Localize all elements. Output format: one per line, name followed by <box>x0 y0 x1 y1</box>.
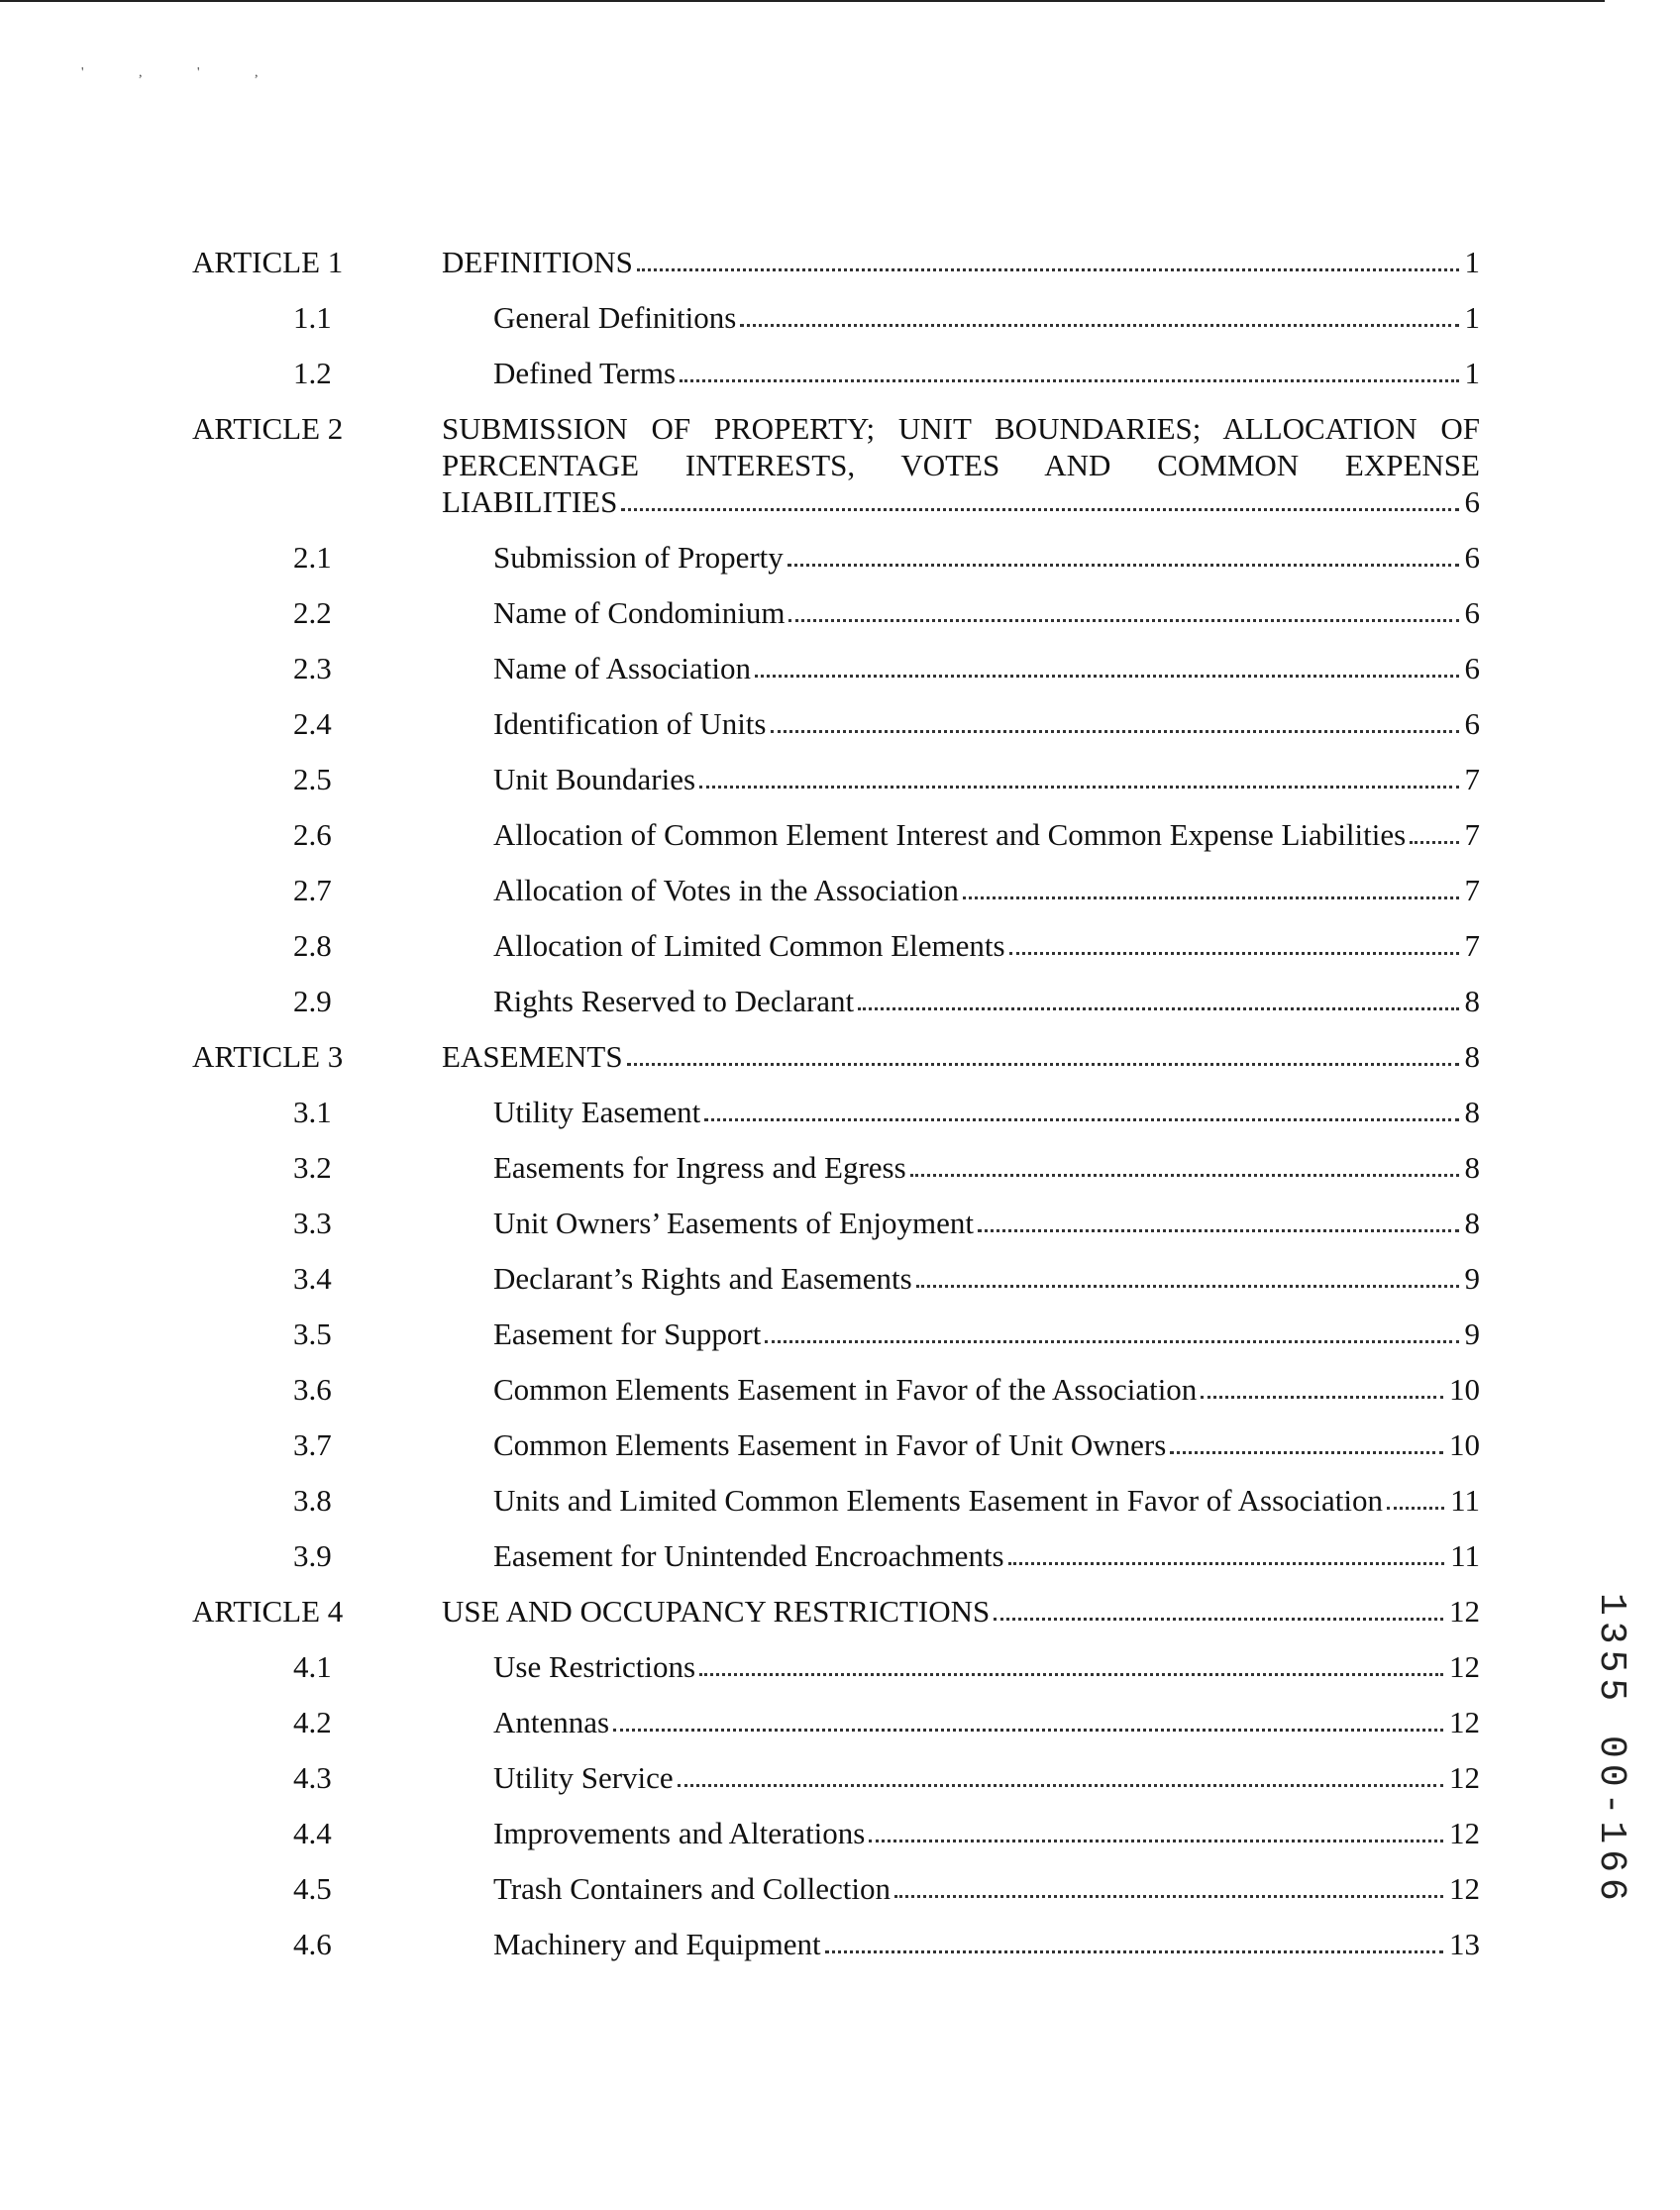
toc-section-3-2 <box>192 1149 1480 1186</box>
toc-entry-number: 2.8 <box>293 928 332 963</box>
toc-entry-title: Rights Reserved to Declarant <box>493 984 855 1018</box>
toc-entry-page: 13 <box>1449 1927 1480 1961</box>
toc-entry-title: Unit Owners’ Easements of Enjoyment <box>493 1206 974 1240</box>
toc-entry-title: Unit Boundaries <box>493 762 696 796</box>
toc-entry-number: 4.6 <box>293 1927 332 1961</box>
toc-entry-title: Use Restrictions <box>493 1649 696 1684</box>
toc-entry-title: Easement for Unintended Encroachments <box>493 1538 1004 1573</box>
dot-leader <box>894 1894 1443 1898</box>
toc-entry-title: Common Elements Easement in Favor of the Association <box>493 1372 1198 1407</box>
toc-entry-number: 3.6 <box>293 1372 332 1407</box>
toc-section-4-6 <box>192 1926 1480 1962</box>
toc-entry-page: 12 <box>1449 1760 1480 1795</box>
dot-leader <box>740 323 1458 327</box>
dot-leader <box>1008 1561 1445 1565</box>
toc-entry-number: 3.2 <box>293 1150 332 1185</box>
toc-section-3-3 <box>192 1205 1480 1241</box>
toc-entry-title: Utility Service <box>493 1760 674 1795</box>
toc-entry-title: EASEMENTS <box>442 1039 623 1074</box>
toc-section-2-3 <box>192 650 1480 686</box>
toc-entry-page: 9 <box>1464 1316 1480 1351</box>
dot-leader <box>910 1173 1459 1177</box>
toc-section-2-6 <box>192 816 1480 853</box>
toc-entry-number: 3.8 <box>293 1483 332 1518</box>
dot-leader <box>963 895 1459 899</box>
toc-entry-page: 9 <box>1464 1261 1480 1296</box>
dot-leader <box>1387 1506 1444 1510</box>
toc-entry-title: Easements for Ingress and Egress <box>493 1150 906 1185</box>
toc-entry-page: 1 <box>1464 356 1480 390</box>
dot-leader <box>755 674 1458 678</box>
toc-entry-page: 1 <box>1464 300 1480 335</box>
toc-entry-number: ARTICLE 4 <box>192 1594 344 1629</box>
toc-entry-page: 8 <box>1464 1039 1480 1074</box>
dot-leader <box>699 785 1458 789</box>
toc-entry-page: 6 <box>1464 484 1480 519</box>
toc-entry-page: 7 <box>1464 817 1480 852</box>
dot-leader <box>621 507 1458 511</box>
dot-leader <box>771 729 1459 733</box>
dot-leader <box>994 1617 1443 1621</box>
toc-entry-number: 1.2 <box>293 356 332 390</box>
toc-article-1 <box>192 244 1480 280</box>
toc-entry-page: 6 <box>1464 540 1480 575</box>
toc-entry-title-line-1: SUBMISSION OF PROPERTY; UNIT BOUNDARIES; ALLOCATION OF <box>442 411 1480 446</box>
toc-entry-page: 10 <box>1449 1427 1480 1462</box>
toc-entry-number: ARTICLE 3 <box>192 1039 344 1074</box>
toc-entry-number: 2.7 <box>293 873 332 907</box>
toc-entry-number: 3.4 <box>293 1261 332 1296</box>
dot-leader <box>613 1728 1443 1732</box>
toc-entry-title: Identification of Units <box>493 706 767 741</box>
toc-entry-title: Antennas <box>493 1705 610 1739</box>
toc-entry-page: 8 <box>1464 984 1480 1018</box>
toc-section-3-9 <box>192 1537 1480 1574</box>
toc-section-4-4 <box>192 1815 1480 1851</box>
toc-section-4-1 <box>192 1648 1480 1685</box>
toc-section-1-1 <box>192 299 1480 336</box>
toc-entry-number: 4.1 <box>293 1649 332 1684</box>
toc-entry-page: 12 <box>1449 1649 1480 1684</box>
toc-entry-number: 3.1 <box>293 1095 332 1129</box>
toc-entry-number: 4.3 <box>293 1760 332 1795</box>
toc-section-2-2 <box>192 594 1480 631</box>
toc-entry-number: 2.9 <box>293 984 332 1018</box>
toc-entry-title: USE AND OCCUPANCY RESTRICTIONS <box>442 1594 991 1629</box>
dot-leader <box>765 1339 1458 1343</box>
toc-section-2-1 <box>192 539 1480 576</box>
dot-leader <box>869 1839 1443 1842</box>
toc-entry-number: ARTICLE 1 <box>192 245 344 279</box>
toc-section-2-7 <box>192 872 1480 908</box>
toc-entry-title: Machinery and Equipment <box>493 1927 821 1961</box>
toc-entry-title: General Definitions <box>493 300 737 335</box>
toc-entry-title: Allocation of Limited Common Elements <box>493 928 1005 963</box>
toc-entry-number: 4.2 <box>293 1705 332 1739</box>
dot-leader <box>978 1228 1459 1232</box>
toc-entry-title: Allocation of Common Element Interest and Common Expense Liabilities <box>493 817 1407 852</box>
dot-leader <box>825 1949 1443 1953</box>
toc-section-4-3 <box>192 1759 1480 1796</box>
toc-entry-number: 4.5 <box>293 1871 332 1906</box>
toc-section-4-2 <box>192 1704 1480 1740</box>
toc-entry-title: Units and Limited Common Elements Easement in Favor of Association <box>493 1483 1384 1518</box>
toc-entry-page: 6 <box>1464 706 1480 741</box>
toc-entry-page: 12 <box>1449 1871 1480 1906</box>
toc-entry-number: 2.1 <box>293 540 332 575</box>
toc-entry-title: Easement for Support <box>493 1316 762 1351</box>
toc-entry-number: 3.7 <box>293 1427 332 1462</box>
toc-entry-number: 2.3 <box>293 651 332 685</box>
toc-section-4-5 <box>192 1870 1480 1907</box>
toc-entry-number: 4.4 <box>293 1816 332 1850</box>
toc-entry-page: 11 <box>1450 1538 1480 1573</box>
toc-entry-title: Utility Easement <box>493 1095 701 1129</box>
toc-entry-page: 6 <box>1464 595 1480 630</box>
toc-entry-title-line-3: LIABILITIES <box>442 484 618 519</box>
toc-article-4 <box>192 1593 1480 1630</box>
toc-entry-number: 1.1 <box>293 300 332 335</box>
toc-entry-page: 8 <box>1464 1150 1480 1185</box>
toc-entry-page: 7 <box>1464 873 1480 907</box>
dot-leader <box>788 618 1458 622</box>
toc-entry-title: Name of Association <box>493 651 752 685</box>
toc-article-2 <box>192 410 1480 520</box>
table-of-contents <box>192 244 1480 1962</box>
toc-entry-page: 6 <box>1464 651 1480 685</box>
toc-entry-title: Common Elements Easement in Favor of Unit Owners <box>493 1427 1167 1462</box>
toc-entry-number: 3.5 <box>293 1316 332 1351</box>
dot-leader <box>678 1783 1443 1787</box>
toc-entry-title: Improvements and Alterations <box>493 1816 866 1850</box>
toc-entry-page: 8 <box>1464 1206 1480 1240</box>
toc-section-3-6 <box>192 1371 1480 1408</box>
dot-leader <box>858 1006 1458 1010</box>
toc-entry-number: 3.3 <box>293 1206 332 1240</box>
dot-leader <box>1410 840 1458 844</box>
side-document-stamp: 1355 00-166 <box>1590 1593 1632 1907</box>
toc-entry-page: 1 <box>1464 245 1480 279</box>
dot-leader <box>680 378 1458 382</box>
toc-entry-title: Submission of Property <box>493 540 784 575</box>
toc-entry-page: 7 <box>1464 762 1480 796</box>
dot-leader <box>916 1284 1459 1288</box>
toc-entry-page: 12 <box>1449 1816 1480 1850</box>
dot-leader <box>1201 1395 1443 1399</box>
toc-article-3 <box>192 1038 1480 1075</box>
toc-entry-title-line-2: PERCENTAGE INTERESTS, VOTES AND COMMON EXPENSE <box>442 448 1480 482</box>
toc-entry-page: 8 <box>1464 1095 1480 1129</box>
dot-leader <box>627 1062 1459 1066</box>
toc-entry-number: 2.6 <box>293 817 332 852</box>
toc-entry-title: Defined Terms <box>493 356 677 390</box>
dot-leader <box>1170 1450 1443 1454</box>
toc-entry-page: 10 <box>1449 1372 1480 1407</box>
toc-entry-title: Declarant’s Rights and Easements <box>493 1261 912 1296</box>
toc-entry-title: Name of Condominium <box>493 595 786 630</box>
toc-section-1-2 <box>192 355 1480 391</box>
scan-specks: ' , ' , <box>81 65 284 80</box>
toc-entry-number: 2.2 <box>293 595 332 630</box>
toc-entry-title: Allocation of Votes in the Association <box>493 873 959 907</box>
toc-entry-page: 7 <box>1464 928 1480 963</box>
toc-section-3-1 <box>192 1094 1480 1130</box>
toc-section-2-8 <box>192 927 1480 964</box>
dot-leader <box>637 267 1459 271</box>
toc-entry-title: DEFINITIONS <box>442 245 633 279</box>
toc-section-2-5 <box>192 761 1480 797</box>
dot-leader <box>788 563 1459 567</box>
toc-section-2-4 <box>192 705 1480 742</box>
toc-entry-number: 3.9 <box>293 1538 332 1573</box>
toc-entry-number: ARTICLE 2 <box>192 411 344 446</box>
toc-section-3-5 <box>192 1315 1480 1352</box>
toc-entry-title: Trash Containers and Collection <box>493 1871 891 1906</box>
dot-leader <box>704 1117 1458 1121</box>
toc-entry-number: 2.4 <box>293 706 332 741</box>
toc-section-2-9 <box>192 983 1480 1019</box>
toc-section-3-8 <box>192 1482 1480 1519</box>
toc-section-3-4 <box>192 1260 1480 1297</box>
toc-entry-number: 2.5 <box>293 762 332 796</box>
toc-entry-page: 12 <box>1449 1705 1480 1739</box>
top-edge-rule <box>0 0 1605 2</box>
toc-entry-page: 11 <box>1450 1483 1480 1518</box>
dot-leader <box>699 1672 1443 1676</box>
dot-leader <box>1009 951 1459 955</box>
toc-entry-page: 12 <box>1449 1594 1480 1629</box>
toc-section-3-7 <box>192 1426 1480 1463</box>
